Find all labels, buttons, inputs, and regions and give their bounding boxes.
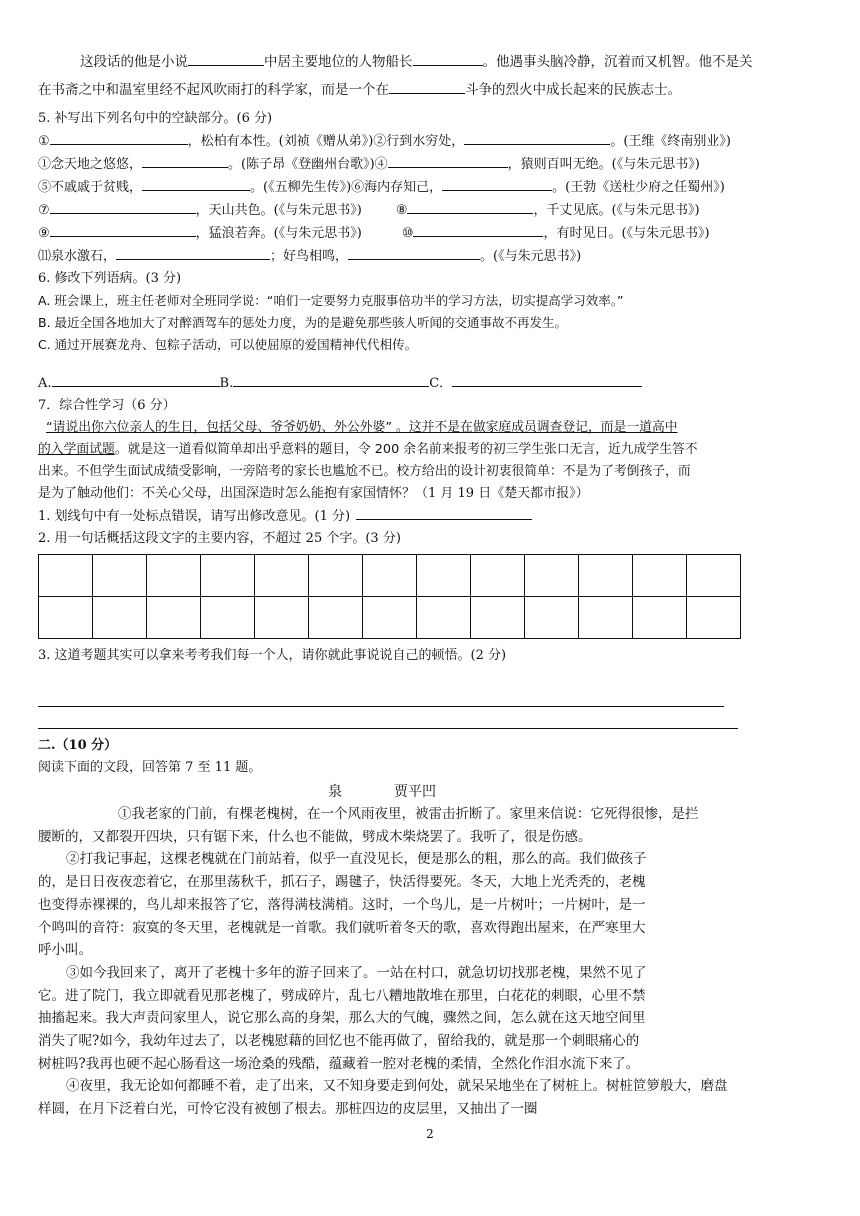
grid-cell[interactable]: [471, 555, 525, 597]
q5-title: 5. 补写出下列名句中的空缺部分。(6 分): [38, 111, 273, 126]
grid-cell[interactable]: [147, 555, 201, 597]
q5-row-4: [38, 199, 828, 222]
fill-blank[interactable]: [116, 245, 270, 260]
grid-cell[interactable]: [363, 555, 417, 597]
grid-cell[interactable]: [633, 555, 687, 597]
text: 中居主要地位的人物船长: [264, 54, 413, 70]
text: A.: [38, 376, 52, 391]
text: ①: [38, 134, 50, 149]
text: 这段话的他是小说: [80, 54, 188, 70]
article-line: 个鸣叫的音符：寂寞的冬天里，老槐就是一首歌。我们就听着冬天的歌，喜欢得跑出屋来，在严寒里大: [38, 919, 646, 936]
answer-line[interactable]: [38, 705, 724, 707]
fill-blank[interactable]: [142, 176, 250, 191]
q6-option-a: A. 班会课上，班主任老师对全班同学说：“咱们一定要努力克服事倍功半的学习方法，切实提高学习效率。”: [38, 293, 624, 308]
article-line: 的，是日日夜夜恋着它，在那里荡秋千，抓石子，踢毽子，快活得要死。冬天，大地上光秃秃的，老槐: [38, 874, 646, 891]
answer-blank[interactable]: [356, 505, 532, 520]
grid-cell[interactable]: [39, 555, 93, 597]
text: ，千丈见底。(《与朱元思书》): [533, 203, 700, 218]
grid-cell[interactable]: [633, 597, 687, 639]
text: 在书斋之中和温室里经不起风吹雨打的科学家，而是一个在: [38, 82, 389, 98]
text: ，猛浪若奔。(《与朱元思书》): [195, 226, 362, 241]
fill-blank[interactable]: [50, 130, 188, 145]
answer-grid: [38, 554, 828, 639]
fill-blank[interactable]: [413, 222, 543, 237]
fill-blank[interactable]: [50, 199, 196, 214]
fill-blank[interactable]: [388, 153, 508, 168]
q7-passage-4: 是为了触动他们：不关心父母，出国深造时怎么能抱有家国情怀？（1 月 19 日《楚天都市报》）: [38, 486, 589, 501]
article-title-row: [38, 779, 828, 805]
grid-cell[interactable]: [201, 597, 255, 639]
article-line: 抽搐起来。我大声责问家里人，说它那么高的身架，那么大的气魄，骤然之间，怎么就在这天地空间里: [38, 1010, 646, 1027]
text: 。他遇事头脑冷静，沉着而又机智。他不是关: [482, 54, 753, 70]
article-line: 腰断的，又都裂开四块，只有锯下来，什么也不能做，劈成木柴烧罢了。我听了，很是伤感。: [38, 828, 592, 845]
text: C．: [429, 376, 453, 391]
grid-cell[interactable]: [309, 555, 363, 597]
grid-cell[interactable]: [93, 555, 147, 597]
text: 。就是这一道看似简单却出乎意料的题目，令 200 余名前来报考的初三学生张口无言，近九成学生答不: [114, 442, 698, 457]
grid-cell[interactable]: [687, 597, 741, 639]
text: 。(陈子昂《登幽州台歌》)④: [228, 157, 388, 172]
answer-blank-b[interactable]: [233, 372, 429, 387]
answer-line[interactable]: [38, 727, 738, 729]
fill-blank[interactable]: [348, 245, 480, 260]
q6-option-b: B. 最近全国各地加大了对醉酒驾车的惩处力度，为的是避免那些骇人听闻的交通事故不再发生。: [38, 315, 568, 330]
exam-page: [38, 50, 828, 1121]
article-line: ①我老家的门前，有棵老槐树，在一个风雨夜里，被雷击折断了。家里来信说：它死得很惨，是拦: [118, 806, 699, 822]
underlined-sentence: “请说出你六位亲人的生日，包括父母、爷爷奶奶、外公外婆” 。这并不是在做家庭成员调查登记，而是一道高中: [46, 420, 678, 435]
fill-blank[interactable]: [413, 51, 483, 66]
grid-cell[interactable]: [525, 555, 579, 597]
q6-option-c: C. 通过开展赛龙舟、包粽子活动，可以使屈原的爱国精神代代相传。: [38, 337, 418, 352]
fill-blank[interactable]: [407, 199, 533, 214]
article-line: ③如今我回来了，离开了老槐十多年的游子回来了。一站在村口，就急切切找那老槐，果然不见了: [66, 964, 647, 981]
q5-row-6: [38, 245, 828, 268]
q7-sub-1: [38, 505, 828, 528]
text: ①念天地之悠悠，: [38, 157, 143, 172]
grid-cell[interactable]: [363, 597, 417, 639]
q7-passage-2: [38, 439, 828, 461]
q5-row-3: [38, 176, 828, 199]
article-line: ④夜里，我无论如何都睡不着，走了出来，又不知身要走到何处，就呆呆地坐在了树桩上。树桩笸箩般大，磨盘: [66, 1078, 728, 1095]
text: ⑾泉水激石，: [38, 249, 117, 264]
article-body: [38, 803, 828, 1121]
q6-title: 6. 修改下列语病。(3 分): [38, 271, 182, 286]
grid-cell[interactable]: [471, 597, 525, 639]
fill-blank[interactable]: [188, 51, 264, 66]
q7-passage-1: [38, 417, 828, 439]
text: ，天山共色。(《与朱元思书》): [195, 203, 362, 218]
fill-blank[interactable]: [142, 153, 228, 168]
grid-cell[interactable]: [579, 555, 633, 597]
fill-blank[interactable]: [389, 79, 465, 94]
article-title: 泉: [328, 784, 342, 800]
text: B.: [219, 376, 234, 391]
text: 。(《与朱元思书》): [480, 249, 582, 264]
article-author: 贾平凹: [394, 784, 436, 800]
article-line: 消失了呢?如今，我幼年过去了，以老槐慰藉的回忆也不能再做了，留给我的，就是那一个刺眼痛心的: [38, 1033, 640, 1050]
text: ⑨: [38, 226, 50, 241]
text: 。(《五柳先生传》)⑥海内存知己，: [250, 180, 443, 195]
grid-cell[interactable]: [93, 597, 147, 639]
q7-sub-3: 3. 这道考题其实可以拿来考考我们每一个人，请你就此事说说自己的顿悟。(2 分): [38, 648, 507, 663]
page-number: 2: [426, 1127, 434, 1141]
grid-row: [39, 597, 741, 639]
q5-row-5: [38, 222, 828, 245]
text: ，松柏有本性。(刘祯《赠从弟》)②行到水穷处，: [187, 134, 465, 149]
text: ，猿则百叫无绝。(《与朱元思书》): [507, 157, 700, 172]
grid-cell[interactable]: [579, 597, 633, 639]
q7-sub-2: 2. 用一句话概括这段文字的主要内容，不超过 25 个字。(3 分): [38, 531, 401, 546]
text: 1. 划线句中有一处标点错误，请写出修改意见。(1 分): [38, 509, 351, 524]
grid-cell[interactable]: [39, 597, 93, 639]
q5-row-1: [38, 130, 828, 153]
article-line: 也变得赤裸裸的，鸟儿却来报答了它，落得满枝满梢。这时，一个鸟儿，是一片树叶；一片树叶，是一: [38, 896, 646, 913]
underlined-sentence: 的入学面试题: [38, 442, 115, 457]
text: 。(王维《终南别业》): [610, 134, 731, 149]
q6-answer-row: [38, 372, 828, 395]
text: ，有时见日。(《与朱元思书》): [543, 226, 710, 241]
q7-passage-3: 出来。不但学生面试成绩受影响，一旁陪考的家长也尴尬不已。校方给出的设计初衷很简单：不是为了考倒孩子，而: [38, 464, 691, 479]
fill-blank[interactable]: [442, 176, 552, 191]
grid-cell[interactable]: [687, 555, 741, 597]
answer-grid-table[interactable]: [38, 554, 741, 639]
q7-title: 7．综合性学习（6 分）: [38, 398, 176, 413]
article-line: 呼小叫。: [38, 942, 92, 959]
q5-row-2: [38, 153, 828, 176]
section-2-intro: 阅读下面的文段，回答第 7 至 11 题。: [38, 760, 262, 775]
text: ⑩: [401, 226, 414, 241]
grid-cell[interactable]: [201, 555, 255, 597]
article-line: 样圆，在月下泛着白光，可怜它没有被刨了根去。那桩四边的皮层里，又抽出了一圈: [38, 1101, 538, 1118]
article-line: 树桩吗?我再也硬不起心肠看这一场沧桑的残酷，蕴藏着一腔对老槐的柔情，全然化作泪水流下来了。: [38, 1055, 640, 1072]
text: 斗争的烈火中成长起来的民族志士。: [465, 82, 681, 98]
top-line-2: [38, 78, 828, 102]
article-line: ②打我记事起，这棵老槐就在门前站着，似乎一直没见长，便是那么的粗，那么的高。我们做孩子: [66, 851, 647, 868]
text: 。(王勃《送杜少府之任蜀州》): [552, 180, 725, 195]
top-line-1: [38, 50, 828, 74]
grid-cell[interactable]: [309, 597, 363, 639]
grid-cell[interactable]: [255, 597, 309, 639]
answer-blank-a[interactable]: [52, 372, 220, 387]
fill-blank[interactable]: [464, 130, 610, 145]
text: ；好鸟相鸣，: [270, 249, 349, 264]
grid-cell[interactable]: [147, 597, 201, 639]
grid-cell[interactable]: [417, 555, 471, 597]
text: ⑤不戚戚于贫贱，: [38, 180, 143, 195]
grid-row: [39, 555, 741, 597]
text: ⑧: [395, 203, 408, 218]
grid-cell[interactable]: [417, 597, 471, 639]
article-line: 它。进了院门，我立即就看见那老槐了，劈成碎片，乱七八糟地散堆在那里，白花花的刺眼，心里不禁: [38, 987, 646, 1004]
grid-cell[interactable]: [525, 597, 579, 639]
section-2-title: 二.（10 分）: [38, 738, 118, 753]
grid-cell[interactable]: [255, 555, 309, 597]
text: ⑦: [38, 203, 50, 218]
answer-blank-c[interactable]: [452, 372, 642, 387]
fill-blank[interactable]: [50, 222, 196, 237]
